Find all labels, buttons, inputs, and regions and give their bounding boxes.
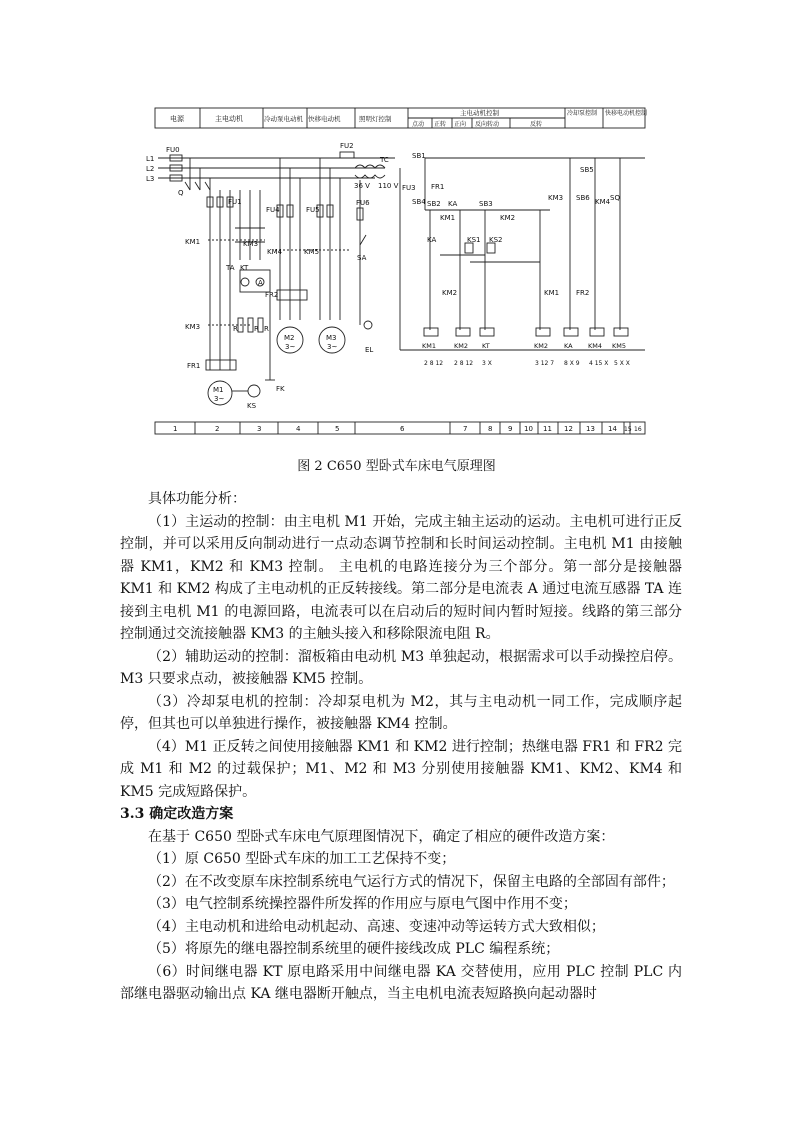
hdr-rapid-ctrl: 快移电动机控制 bbox=[605, 110, 648, 117]
contact-km2b: 3 12 7 bbox=[535, 360, 555, 367]
paragraph-3: （3）冷却泵电机的控制：冷却泵电机为 M2，其与主电动机一同工作，完成顺序起停，但其也可以单独进行操作，被接触器 KM4 控制。 bbox=[120, 693, 682, 732]
section-heading-3-3: 3.3 确定改造方案 bbox=[120, 806, 234, 822]
lbl-m3: M3 bbox=[326, 334, 337, 342]
col-1: 1 bbox=[173, 425, 178, 433]
lbl-r1: R bbox=[233, 325, 238, 333]
lbl-fr2: FR2 bbox=[265, 291, 279, 299]
lbl-tc: TC bbox=[380, 156, 389, 164]
col-9: 9 bbox=[508, 425, 513, 433]
lbl-fu4: FU4 bbox=[266, 206, 280, 214]
col-2: 2 bbox=[215, 425, 220, 433]
paragraph-4: （4）M1 正反转之间使用接触器 KM1 和 KM2 进行控制；热继电器 FR1 和 FR2 完成 M1 和 M2 的过载保护；M1、M2 和 M3 分别使用接触器 KM1、KM2、KM4 和 KM5 完成短路保护。 bbox=[120, 738, 682, 800]
hdr-coolant-motor: 冷动泵电动机 bbox=[264, 115, 303, 123]
lbl-fr1-contact: FR1 bbox=[431, 183, 445, 191]
coil-km5: KM5 bbox=[612, 342, 627, 350]
col-4: 4 bbox=[296, 425, 301, 433]
hdr-lighting: 照明灯控制 bbox=[359, 115, 392, 123]
lbl-sb6: SB6 bbox=[576, 194, 590, 202]
circuit-svg bbox=[140, 100, 650, 445]
lbl-l1: L1 bbox=[146, 155, 155, 163]
lbl-sq: SQ bbox=[610, 194, 620, 202]
lbl-sb4: SB4 bbox=[412, 198, 426, 206]
lbl-a: A bbox=[258, 279, 263, 287]
list-item-2: （2）在不改变原车床控制系统电气运行方式的情况下，保留主电路的全部固有部件； bbox=[148, 873, 675, 890]
lbl-ta: TA bbox=[226, 264, 235, 272]
figure-caption: 图 2 C650 型卧式车床电气原理图 bbox=[297, 459, 496, 474]
list-item-1: （1）原 C650 型卧式车床的加工工艺保持不变； bbox=[148, 851, 456, 867]
lbl-r2: R bbox=[254, 325, 259, 333]
contact-ka: 8 X 9 bbox=[564, 360, 580, 367]
lbl-m3-phase: 3~ bbox=[327, 343, 338, 351]
col-13: 13 bbox=[586, 425, 595, 433]
lbl-el: EL bbox=[365, 346, 374, 354]
lbl-l2: L2 bbox=[146, 165, 155, 173]
hdr-main-control: 主电动机控制 bbox=[460, 109, 499, 117]
paragraph-5: 在基于 C650 型卧式车床电气原理图情况下，确定了相应的硬件改造方案： bbox=[148, 828, 615, 845]
list-item-4: （4）主电动机和进给电动机起动、高速、变速冲动等运转方式大致相似； bbox=[148, 918, 605, 935]
lbl-36v: 36 V bbox=[354, 182, 370, 190]
lbl-m2: M2 bbox=[284, 334, 295, 342]
lbl-km3: KM3 bbox=[243, 240, 259, 248]
contact-km5: 5 X X bbox=[614, 360, 630, 367]
coil-ka: KA bbox=[564, 342, 573, 350]
lbl-km2-d: KM2 bbox=[442, 289, 458, 297]
lbl-fu2: FU2 bbox=[340, 142, 354, 150]
col-10: 10 bbox=[524, 425, 533, 433]
list-item-5: （5）将原先的继电器控制系统里的硬件接线改成 PLC 编程系统； bbox=[148, 941, 560, 957]
hdr-rapid-motor: 快移电动机 bbox=[308, 115, 341, 123]
lbl-sb5: SB5 bbox=[580, 166, 594, 174]
lbl-sb3: SB3 bbox=[479, 200, 493, 208]
lbl-ks: KS bbox=[247, 402, 257, 410]
lbl-q: Q bbox=[178, 189, 184, 197]
col-16: 16 bbox=[634, 426, 642, 433]
lbl-kt: KT bbox=[240, 264, 249, 272]
paragraph-1: （1）主运动的控制：由主电机 M1 开始，完成主轴主运动的运动。主电机可进行正反控制，并可以采用反向制动进行一点动态调节控制和长时间运动控制。主电机 M1 由接触器 KM1，KM2 和 KM3 控制。 主电机的电路连接分为三个部分。第一部分是接触器 KM1 和 KM2 构成了主电动机的正反转接线。第二部分是电流表 A 通过电流互感器 TA 连接到主电机 M1 的电源回路，电流表可以在启动后的短时间内暂时短接。线路的第三部分控制通过交流接触器 KM3 的主触头接入和移除限流电阻 R。 bbox=[120, 513, 682, 642]
lbl-r3: R bbox=[264, 325, 269, 333]
lbl-km3-contact: KM3 bbox=[548, 194, 564, 202]
lbl-ks2: KS2 bbox=[489, 236, 503, 244]
lbl-fr2-contact: FR2 bbox=[576, 289, 590, 297]
contact-kt: 3 X bbox=[482, 360, 492, 367]
lbl-km5: KM5 bbox=[304, 248, 320, 256]
lbl-m1-phase: 3~ bbox=[214, 395, 225, 403]
lbl-fu6: FU6 bbox=[356, 199, 370, 207]
lbl-m2-phase: 3~ bbox=[285, 343, 296, 351]
m1-circuit bbox=[206, 190, 270, 405]
lbl-km2-contact: KM2 bbox=[500, 214, 516, 222]
hdr-fwd2: 正向 bbox=[454, 121, 467, 128]
document-body bbox=[120, 488, 682, 1006]
lbl-fu3: FU3 bbox=[402, 184, 416, 192]
contact-km4: 4 15 X bbox=[589, 360, 609, 367]
hdr-rev-rot: 反向转动 bbox=[475, 121, 500, 128]
lbl-km4-contact: KM4 bbox=[595, 198, 611, 206]
col-3: 3 bbox=[257, 425, 262, 433]
lbl-km1-d: KM1 bbox=[544, 289, 560, 297]
hdr-fwd: 正转 bbox=[434, 121, 447, 128]
col-6: 6 bbox=[400, 425, 405, 433]
hdr-rev: 反转 bbox=[530, 121, 543, 128]
coil-km1: KM1 bbox=[422, 342, 437, 350]
list-item-6: （6）时间继电器 KT 原电路采用中间继电器 KA 交替使用，应用 PLC 控制 PLC 内部继电器驱动输出点 KA 继电器断开触点，当主电机电流表短路换向起动器时 bbox=[120, 963, 682, 1002]
hdr-power: 电源 bbox=[170, 115, 184, 123]
contact-km2: 2 8 12 bbox=[454, 360, 474, 367]
lbl-m1: M1 bbox=[213, 386, 224, 394]
lbl-fu5: FU5 bbox=[306, 206, 320, 214]
coil-km2: KM2 bbox=[454, 342, 469, 350]
lbl-sb2: SB2 bbox=[427, 200, 441, 208]
col-15: 15 bbox=[624, 426, 632, 433]
lbl-km3b: KM3 bbox=[185, 323, 201, 331]
paragraph-2: （2）辅助运动的控制：溜板箱由电动机 M3 单独起动，根据需求可以手动操控启停。M3 只要求点动，被接触器 KM5 控制。 bbox=[120, 648, 682, 687]
hdr-jog: 点动 bbox=[412, 121, 425, 128]
col-14: 14 bbox=[608, 425, 617, 433]
lbl-km4: KM4 bbox=[267, 248, 283, 256]
col-7: 7 bbox=[463, 425, 468, 433]
lbl-l3: L3 bbox=[146, 175, 155, 183]
lbl-110v: 110 V bbox=[378, 182, 399, 190]
lbl-ka-1: KA bbox=[448, 200, 458, 208]
circuit-diagram bbox=[140, 100, 650, 445]
col-11: 11 bbox=[543, 425, 552, 433]
control-circuit bbox=[424, 158, 645, 336]
lbl-ka-2: KA bbox=[427, 236, 437, 244]
lbl-ks1: KS1 bbox=[467, 236, 481, 244]
coil-km2b: KM2 bbox=[534, 342, 549, 350]
list-item-3: （3）电气控制系统操控器件所发挥的作用应与原电气图中作用不变； bbox=[148, 896, 577, 912]
lbl-km1-contact: KM1 bbox=[440, 214, 456, 222]
lbl-fu0: FU0 bbox=[166, 146, 180, 154]
lbl-fk: FK bbox=[276, 385, 285, 393]
lbl-fu1: FU1 bbox=[228, 198, 242, 206]
coil-kt: KT bbox=[482, 342, 490, 350]
lbl-fr1: FR1 bbox=[187, 362, 201, 370]
coil-km4: KM4 bbox=[588, 342, 603, 350]
hdr-coolant-ctrl: 冷却泵控制 bbox=[567, 110, 598, 117]
col-12: 12 bbox=[564, 425, 573, 433]
col-5: 5 bbox=[335, 425, 340, 433]
hdr-main-motor: 主电动机 bbox=[215, 115, 243, 123]
col-8: 8 bbox=[488, 425, 493, 433]
lbl-sa: SA bbox=[357, 254, 367, 262]
lbl-sb1: SB1 bbox=[412, 152, 426, 160]
contact-km1: 2 8 12 bbox=[424, 360, 444, 367]
intro-text: 具体功能分析： bbox=[148, 491, 246, 507]
lbl-km1: KM1 bbox=[185, 238, 201, 246]
